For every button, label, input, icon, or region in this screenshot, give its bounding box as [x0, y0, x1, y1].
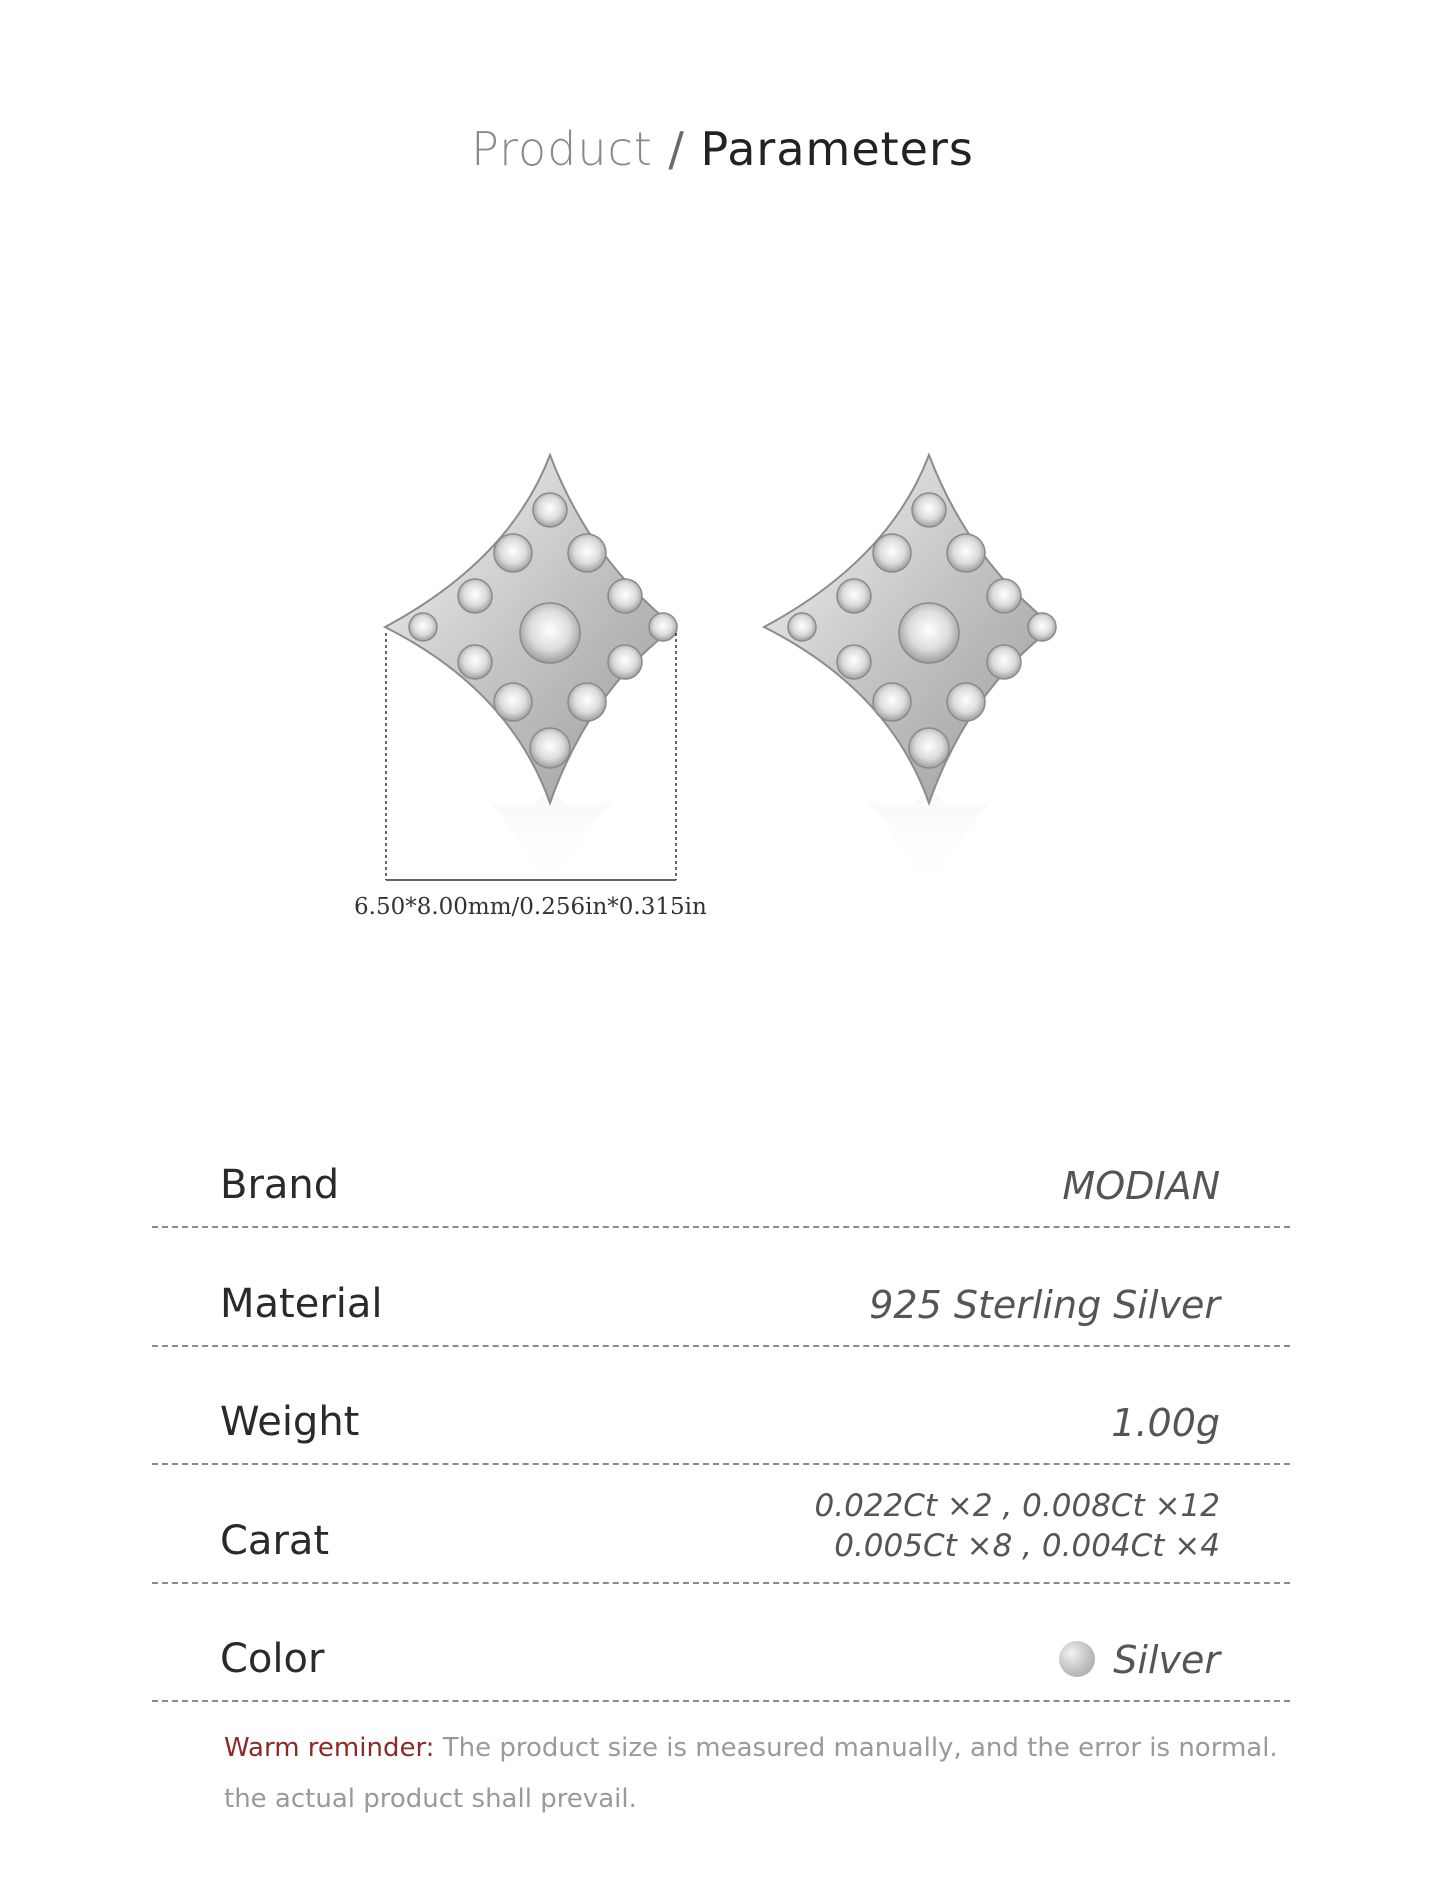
right-earring: [764, 455, 1056, 900]
reminder-line-1: [224, 1733, 1324, 1763]
param-row-weight: [152, 1345, 1290, 1465]
param-row-brand: [152, 1108, 1290, 1228]
reminder-text: The product size is measured manually, and the error is normal.: [442, 1733, 1278, 1763]
title-separator: /: [668, 122, 685, 176]
param-value: [815, 1486, 1220, 1566]
carat-line-2: 0.005Ct ×8 , 0.004Ct ×4: [834, 1528, 1220, 1564]
param-value: 1.00g: [1111, 1401, 1220, 1445]
carat-line-1: 0.022Ct ×2 , 0.008Ct ×12: [814, 1488, 1220, 1524]
param-label: Color: [220, 1636, 325, 1682]
param-label: Material: [220, 1281, 383, 1327]
param-value: 925 Sterling Silver: [869, 1283, 1220, 1327]
param-label: Weight: [220, 1399, 360, 1445]
param-label: Brand: [220, 1162, 340, 1208]
color-swatch-icon: [1059, 1641, 1095, 1677]
param-value: [1059, 1638, 1220, 1682]
param-row-carat: [152, 1464, 1290, 1584]
size-label: 6.50*8.00mm/0.256in*0.315in: [354, 894, 707, 920]
reminder-line-2: the actual product shall prevail.: [224, 1784, 637, 1814]
left-earring: [385, 455, 677, 900]
param-value: MODIAN: [1062, 1164, 1220, 1208]
title-product: Product: [471, 122, 653, 176]
param-row-color: [152, 1582, 1290, 1702]
title-parameters: Parameters: [700, 122, 974, 176]
param-label: Carat: [220, 1518, 330, 1564]
color-value: Silver: [1113, 1638, 1220, 1682]
reminder-prefix: Warm reminder:: [224, 1733, 435, 1763]
param-row-material: [152, 1227, 1290, 1347]
